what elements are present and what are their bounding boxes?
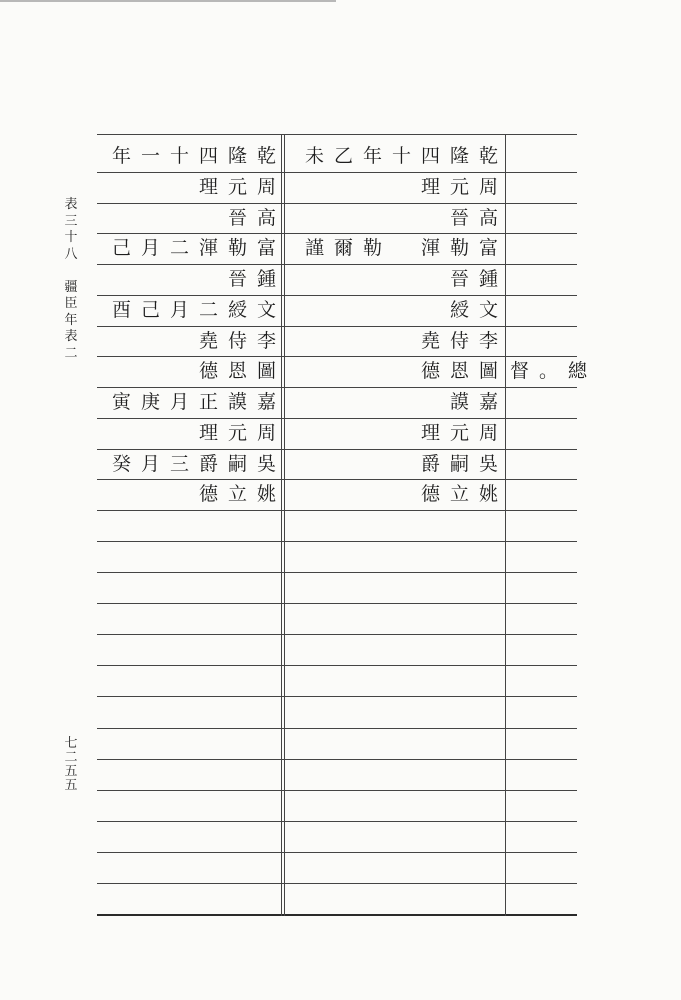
cell-col1: [97, 356, 281, 386]
cell-col3: [505, 479, 571, 509]
cell-col2: [287, 295, 503, 325]
cell-text: 癸 月 三 爵 嗣 吳: [111, 453, 276, 475]
cell-col3: [505, 233, 571, 263]
cell-text: 晉 鍾: [449, 268, 498, 290]
cell-col3: [505, 141, 571, 171]
officials-table: [97, 134, 587, 916]
cell-text: 謹 爾 勒 渾 勒 富: [304, 237, 498, 259]
cell-col3: [505, 326, 571, 356]
cell-col2: [287, 387, 503, 417]
cell-col3: [505, 449, 571, 479]
cell-col2: [287, 203, 503, 233]
cell-col1: [97, 449, 281, 479]
cell-col2: [287, 479, 503, 509]
cell-text: 理 元 周: [198, 176, 276, 198]
cell-col2: [287, 449, 503, 479]
cell-text: 理 元 周: [420, 176, 498, 198]
cell-col3: [505, 264, 571, 294]
cell-col1: [97, 141, 281, 171]
cell-text: 晉 高: [449, 207, 498, 229]
cell-col3: [505, 387, 571, 417]
cell-text: 理 元 周: [420, 422, 498, 444]
cell-col2: [287, 141, 503, 171]
cell-text: 督 。 總: [509, 360, 587, 382]
cell-col1: [97, 387, 281, 417]
cell-text: 理 元 周: [198, 422, 276, 444]
cell-text: 己 月 二 渾 勒 富: [111, 237, 276, 259]
cell-col3: [505, 356, 587, 386]
cell-col1: [97, 418, 281, 448]
margin-title: 表 三 十 八 疆 臣 年 表 二: [64, 197, 78, 361]
cell-text: 堯 侍 李: [198, 330, 276, 352]
cell-col3: [505, 418, 571, 448]
cell-col3: [505, 203, 571, 233]
cell-col1: [97, 203, 281, 233]
cell-col2: [287, 264, 503, 294]
cell-col1: [97, 264, 281, 294]
page-number: 七 二 五 五: [64, 736, 78, 793]
cell-text: 德 立 姚: [198, 483, 276, 505]
scan-top-edge: [0, 0, 336, 2]
cell-col2: [287, 418, 503, 448]
column-divider: [281, 134, 285, 916]
cell-col1: [97, 295, 281, 325]
cell-col2: [287, 233, 503, 263]
cell-text: 綬 文: [449, 299, 498, 321]
cell-text: 酉 己 月 二 綬 文: [111, 299, 276, 321]
cell-text: 爵 嗣 吳: [420, 453, 498, 475]
cell-col2: [287, 172, 503, 202]
cell-text: 晉 鍾: [227, 268, 276, 290]
cell-text: 年 一 十 四 隆 乾: [111, 145, 276, 167]
cell-col1: [97, 233, 281, 263]
cell-col3: [505, 172, 571, 202]
cell-text: 德 恩 圖: [420, 360, 498, 382]
cell-text: 德 立 姚: [420, 483, 498, 505]
cell-text: 堯 侍 李: [420, 330, 498, 352]
cell-text: 德 恩 圖: [198, 360, 276, 382]
cell-text: 寅 庚 月 正 謨 嘉: [111, 391, 276, 413]
cell-text: 謨 嘉: [449, 391, 498, 413]
cell-col2: [287, 326, 503, 356]
cell-col1: [97, 479, 281, 509]
cell-text: 晉 高: [227, 207, 276, 229]
cell-col1: [97, 172, 281, 202]
cell-col2: [287, 356, 503, 386]
cell-col1: [97, 326, 281, 356]
cell-text: 未 乙 年 十 四 隆 乾: [304, 145, 498, 167]
cell-col3: [505, 295, 571, 325]
